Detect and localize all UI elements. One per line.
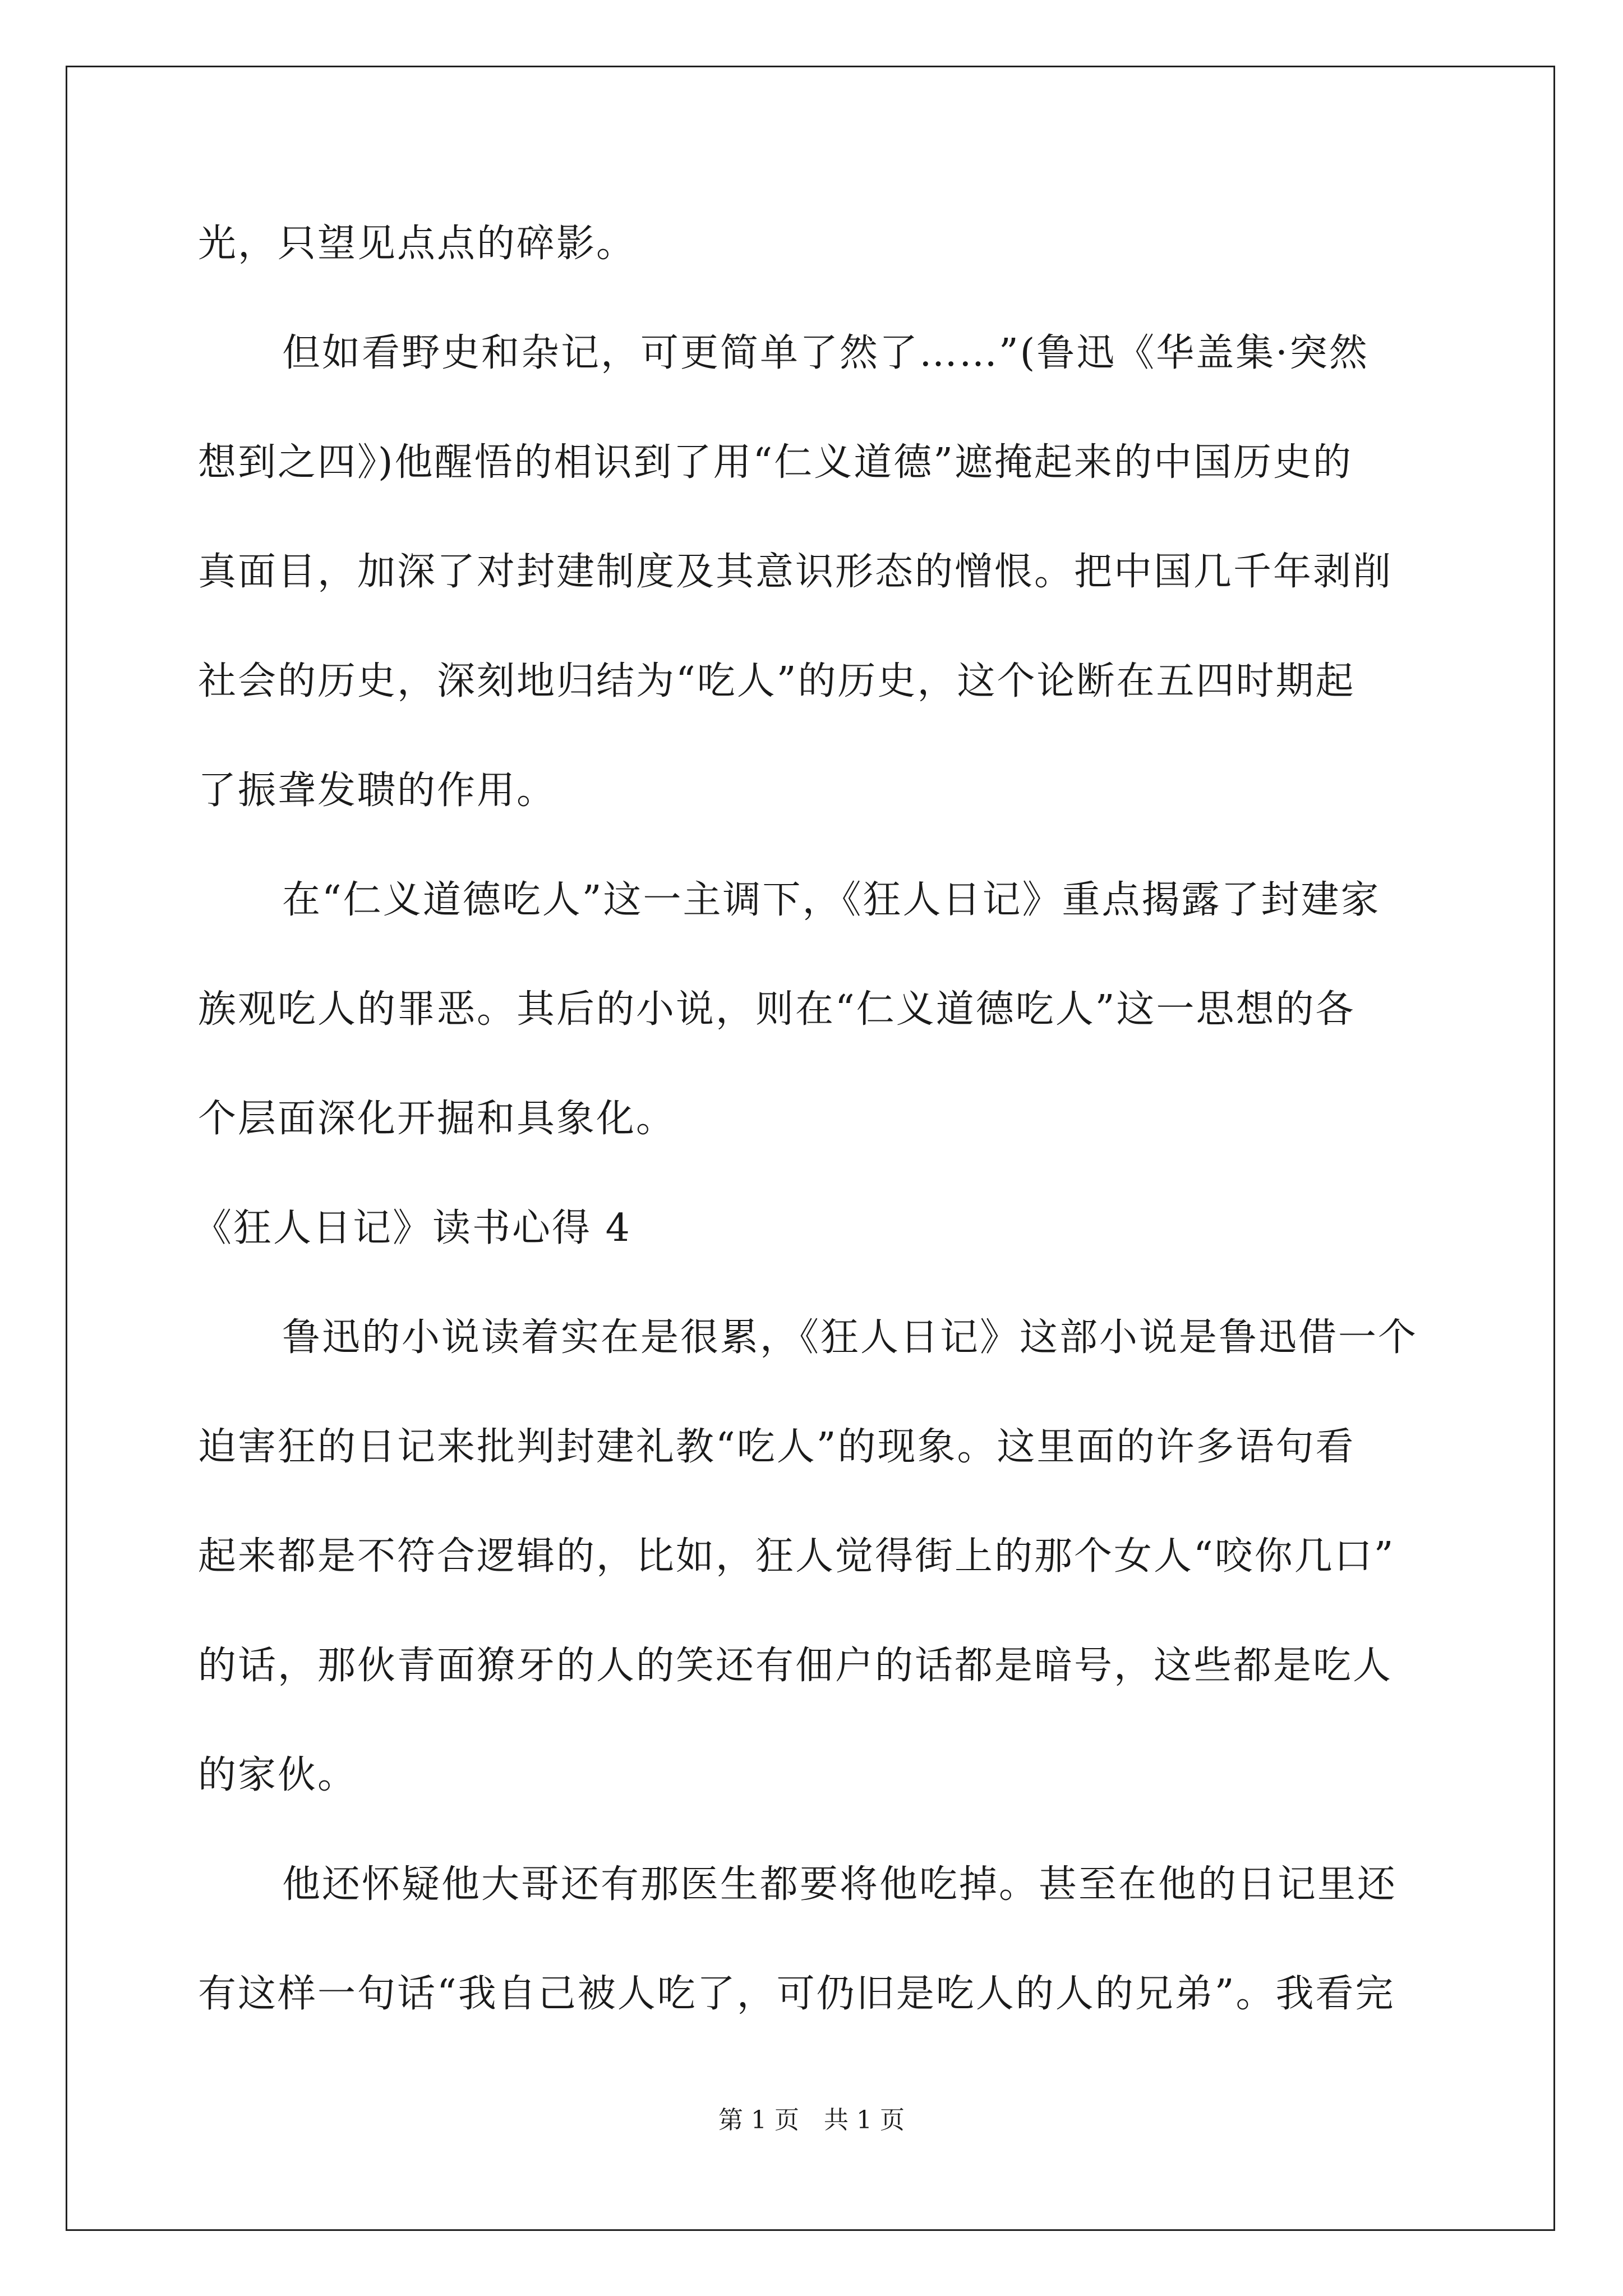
body-text-line: 但如看野史和杂记，可更简单了然了……”(鲁迅《华盖集·突然 — [282, 331, 1369, 375]
body-text-line: 在“仁义道德吃人”这一主调下，《狂人日记》重点揭露了封建家 — [282, 878, 1381, 922]
body-text-line: 想到之四》)他醒悟的相识到了用“仁义道德”遮掩起来的中国历史的 — [198, 440, 1353, 485]
body-text-line: 他还怀疑他大哥还有那医生都要将他吃掉。甚至在他的日记里还 — [282, 1862, 1398, 1907]
body-text-line: 的家伙。 — [198, 1753, 358, 1797]
body-text-line: 了振聋发聩的作用。 — [198, 769, 557, 813]
body-text-line: 社会的历史，深刻地归结为“吃人”的历史，这个论断在五四时期起 — [198, 659, 1355, 703]
body-text-line: 真面目，加深了对封建制度及其意识形态的憎恨。把中国几千年剥削 — [198, 550, 1393, 594]
body-text-line: 的话，那伙青面獠牙的人的笑还有佃户的话都是暗号，这些都是吃人 — [198, 1644, 1393, 1688]
body-text-line: 起来都是不符合逻辑的，比如，狂人觉得街上的那个女人“咬你几口” — [198, 1534, 1395, 1579]
body-text-line: 光，只望见点点的碎影。 — [198, 222, 637, 266]
body-text-line: 鲁迅的小说读着实在是很累，《狂人日记》这部小说是鲁迅借一个 — [282, 1315, 1418, 1360]
page-number-footer: 第 1 页 共 1 页 — [718, 2106, 905, 2134]
body-text-line: 迫害狂的日记来批判封建礼教“吃人”的现象。这里面的许多语句看 — [198, 1425, 1355, 1469]
body-text-line: 个层面深化开掘和具象化。 — [198, 1097, 676, 1141]
body-text-line: 有这样一句话“我自己被人吃了，可仍旧是吃人的人的兄弟”。我看完 — [198, 1972, 1395, 2016]
body-text-line: 族观吃人的罪恶。其后的小说，则在“仁义道德吃人”这一思想的各 — [198, 987, 1355, 1032]
section-heading: 《狂人日记》读书心得 4 — [193, 1206, 631, 1250]
